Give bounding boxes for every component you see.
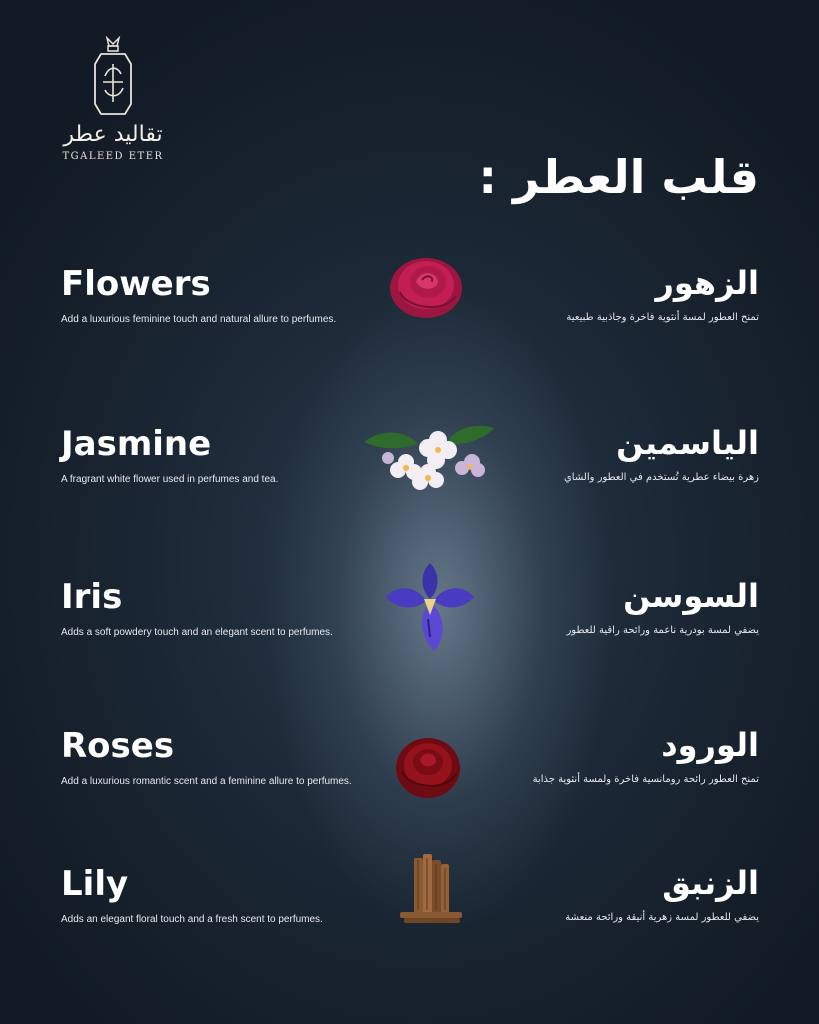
note-desc-ar: يضفي لمسة بودرية ناعمة ورائحة راقية للعطور [566,625,759,636]
note-row-iris [0,577,819,667]
note-title-en: Iris [61,577,123,617]
note-row-jasmine [0,424,819,514]
note-desc-en: Adds a soft powdery touch and an elegant scent to perfumes. [61,627,333,638]
note-title-ar: الورود [661,726,759,764]
perfume-bottle-logo-icon [91,36,135,116]
note-desc-ar: زهرة بيضاء عطرية تُستخدم في العطور والشاي [563,472,759,483]
brand-name-arabic: تقاليد عطر [63,122,163,147]
brand-name-english: TGALEED ETER [62,151,164,162]
note-row-lily [0,864,819,954]
red-rose-icon [386,252,466,322]
note-desc-en: A fragrant white flower used in perfumes and tea. [61,474,279,485]
note-title-ar: الزهور [655,264,759,302]
note-title-en: Lily [61,864,129,904]
note-desc-en: Adds an elegant floral touch and a fresh scent to perfumes. [61,914,323,925]
note-desc-en: Add a luxurious feminine touch and natural allure to perfumes. [61,314,337,325]
brand-logo [58,36,168,162]
note-title-en: Jasmine [61,424,212,464]
note-desc-en: Add a luxurious romantic scent and a feminine allure to perfumes. [61,776,352,787]
wood-sticks-icon [396,850,466,926]
note-row-roses [0,726,819,816]
jasmine-flowers-icon [362,422,496,492]
note-row-flowers [0,264,819,354]
note-title-en: Roses [61,726,175,766]
note-desc-ar: يضفي للعطور لمسة زهرية أنيقة ورائحة منعشة [565,912,759,923]
note-desc-ar: تمنح العطور رائحة رومانسية فاخرة ولمسة أنثوية جذابة [532,774,759,785]
iris-flower-icon [382,559,478,655]
note-title-en: Flowers [61,264,211,304]
page-title: قلب العطر : [478,150,759,204]
note-title-ar: الزنبق [662,864,759,902]
note-title-ar: السوسن [623,577,759,615]
note-desc-ar: تمنح العطور لمسة أنثوية فاخرة وجاذبية طبيعية [566,312,759,323]
dark-red-rose-icon [394,734,462,800]
note-title-ar: الياسمين [616,424,759,462]
